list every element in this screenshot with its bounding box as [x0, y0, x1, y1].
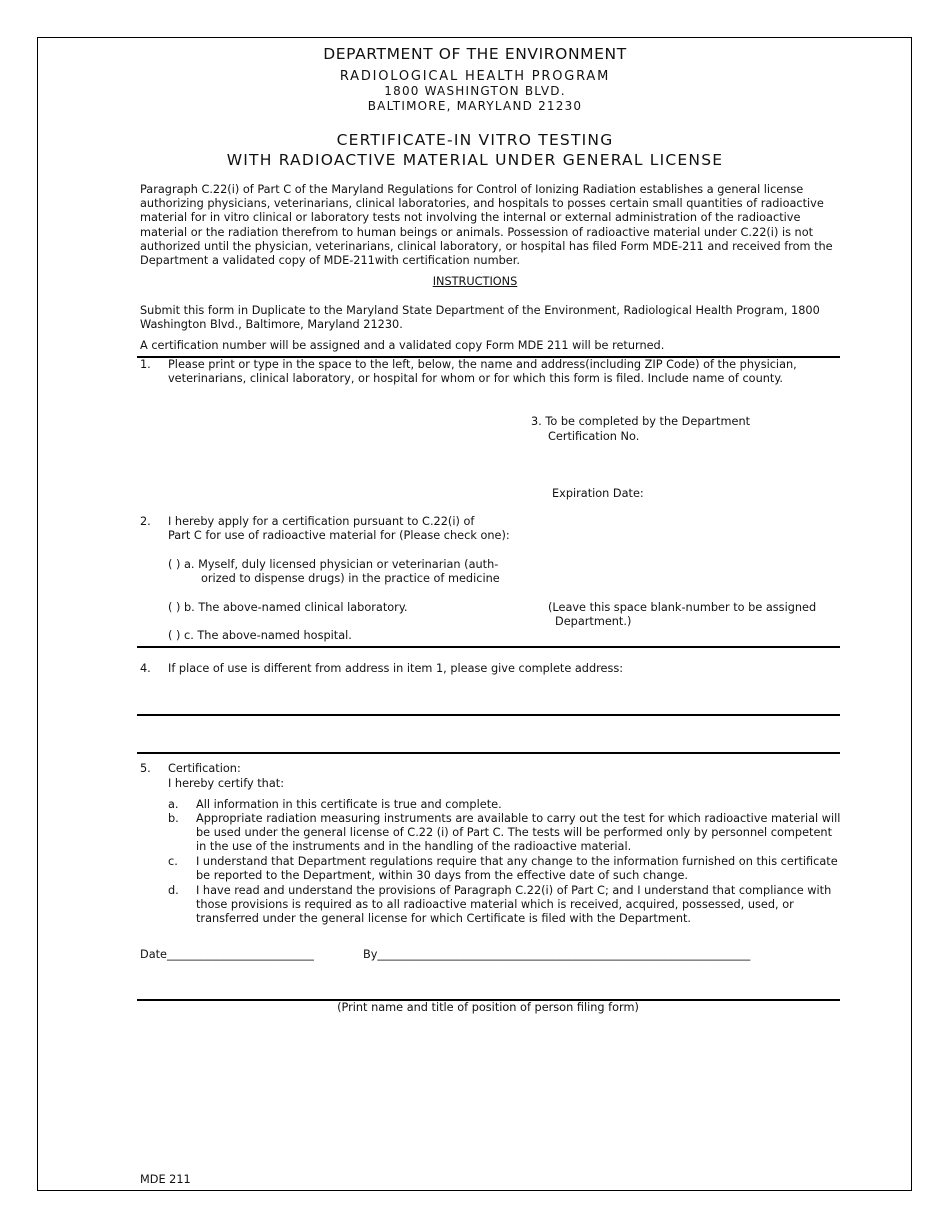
- address-field-line[interactable]: [137, 714, 840, 716]
- form-title-line1: CERTIFICATE-IN VITRO TESTING: [336, 131, 614, 149]
- option-a-checkbox[interactable]: ( ) a. Myself, duly licensed physician or veterinarian (auth-: [168, 558, 499, 571]
- name-title-caption: (Print name and title of position of person filing form): [337, 1001, 639, 1014]
- form-id: MDE 211: [140, 1173, 191, 1186]
- cert-item-letter: b.: [168, 812, 179, 825]
- item4-text: If place of use is different from address in item 1, please give complete address:: [168, 662, 624, 675]
- option-b-checkbox[interactable]: ( ) b. The above-named clinical laboratory.: [168, 601, 408, 614]
- instructions-heading: INSTRUCTIONS: [432, 275, 518, 288]
- instructions-cert-note: A certification number will be assigned and a validated copy Form MDE 211 will be returned.: [140, 339, 665, 352]
- section-divider: [137, 752, 840, 754]
- cert-item-text: I understand that Department regulations require that any change to the information furnished on this certificate be reported to the Department, within 30 days from the effective date of such change.: [196, 855, 838, 883]
- item1-text: Please print or type in the space to the left, below, the name and address(including ZIP Code) of the physician, veterinarians, clinical laboratory, or hospital for whom or for which this form is filed. Include name of county.: [168, 358, 797, 386]
- cert-item-text: I have read and understand the provisions of Paragraph C.22(i) of Part C; and I understand that compliance with those provisions is required as to all radioactive material which is received, acquired, possessed, used, or transferred under the general license for which Certificate is filed with the Department.: [196, 884, 832, 926]
- cert-item-text: Appropriate radiation measuring instruments are available to carry out the test for which radioactive material will be used under the general license of C.22 (i) of Part C. The tests will be performed only by personnel competent in the use of the instruments and in the handling of the radioactive material.: [196, 812, 841, 854]
- form-title-line2: WITH RADIOACTIVE MATERIAL UNDER GENERAL LICENSE: [226, 151, 724, 169]
- item5-number: 5.: [140, 762, 151, 775]
- cert-item-letter: d.: [168, 884, 179, 897]
- item3-heading: 3. To be completed by the Department: [531, 415, 751, 428]
- instructions-submit: Submit this form in Duplicate to the Maryland State Department of the Environment, Radiological Health Program, 1800 Washington Blvd., Baltimore, Maryland 21230.: [140, 304, 820, 332]
- blank-space-note: (Leave this space blank-number to be assigned: [548, 601, 817, 614]
- certification-heading: Certification:: [168, 762, 241, 775]
- certification-subheading: I hereby certify that:: [168, 777, 285, 790]
- date-field[interactable]: Date__________________________: [140, 948, 314, 961]
- address-street: 1800 WASHINGTON BLVD.: [384, 84, 566, 98]
- program-name: RADIOLOGICAL HEALTH PROGRAM: [339, 69, 611, 84]
- cert-item-letter: a.: [168, 798, 179, 811]
- intro-paragraph: Paragraph C.22(i) of Part C of the Maryland Regulations for Control of Ionizing Radiation establishes a general license authorizing physicians, veterinarians, clinical laboratories, and hospitals to posses certain small quantities of radioactive material for in vitro clinical or laboratory tests not involving the internal or external administration of the radioactive material or the radiation therefrom to human beings or animals. Possession of radioactive material under C.22(i) is not authorized until the physician, veterinarians, clinical laboratory, or hospital has filed Form MDE-211 and received from the Department a validated copy of MDE-211with certification number.: [140, 183, 833, 268]
- option-a-continued: orized to dispense drugs) in the practice of medicine: [201, 572, 500, 585]
- address-city: BALTIMORE, MARYLAND 21230: [367, 99, 583, 113]
- signature-by-field[interactable]: By__________________________________________________________________: [363, 948, 751, 961]
- cert-item-text: All information in this certificate is true and complete.: [196, 798, 502, 811]
- blank-space-note-continued: Department.): [555, 615, 632, 628]
- certification-number-label: Certification No.: [548, 430, 640, 443]
- expiration-date-label: Expiration Date:: [552, 487, 644, 500]
- option-c-checkbox[interactable]: ( ) c. The above-named hospital.: [168, 629, 352, 642]
- item2-line1: I hereby apply for a certification pursuant to C.22(i) of: [168, 515, 475, 528]
- item1-number: 1.: [140, 358, 151, 371]
- item2-number: 2.: [140, 515, 151, 528]
- cert-item-letter: c.: [168, 855, 178, 868]
- department-heading: DEPARTMENT OF THE ENVIRONMENT: [323, 45, 627, 63]
- item4-number: 4.: [140, 662, 151, 675]
- section-divider: [137, 646, 840, 648]
- item2-line2: Part C for use of radioactive material for (Please check one):: [168, 529, 510, 542]
